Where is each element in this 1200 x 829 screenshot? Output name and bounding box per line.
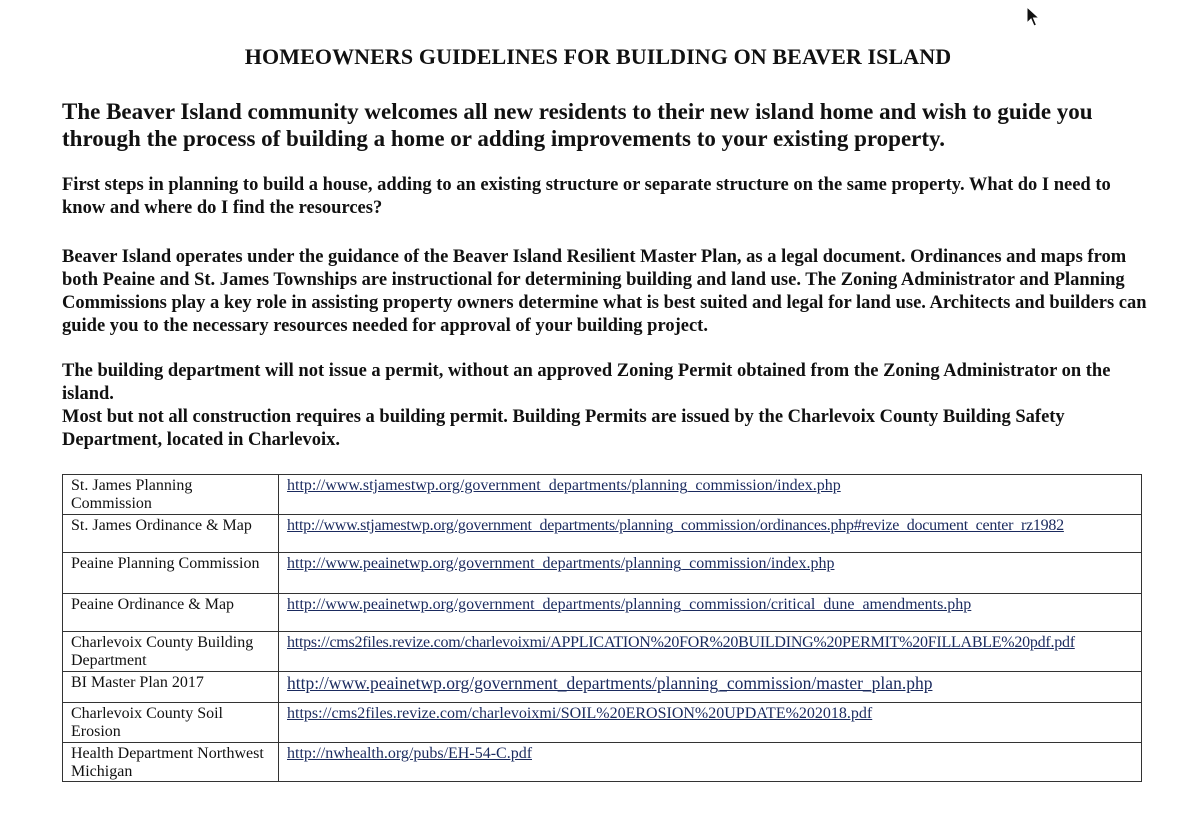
- resource-name: Charlevoix County Building Department: [63, 632, 279, 672]
- resource-link[interactable]: http://www.stjamestwp.org/government_departments/planning_commission/ordinances.php#revize_document_center_rz1982: [279, 515, 1142, 553]
- master-plan-paragraph: Beaver Island operates under the guidance of the Beaver Island Resilient Master Plan, as a legal document. Ordinances and maps from both Peaine and St. James Townships are instructional for determining building and land use. The Zoning Administrator and Planning Commissions play a key role in assisting property owners determine what is best suited and legal for land use. Architects and builders can guide you to the necessary resources needed for approval of your building project.: [62, 247, 1147, 336]
- table-row: [63, 553, 1142, 594]
- resources-table: [62, 474, 1142, 782]
- document-title: HOMEOWNERS GUIDELINES FOR BUILDING ON BEAVER ISLAND: [244, 44, 952, 69]
- table-row: [63, 632, 1142, 672]
- table-row: [63, 475, 1142, 515]
- building-permit-text: Most but not all construction requires a building permit. Building Permits are issued by the Charlevoix County Building Safety Department, located in Charlevoix.: [62, 407, 1065, 450]
- mouse-cursor-icon: [1026, 6, 1040, 28]
- resource-link[interactable]: http://www.stjamestwp.org/government_departments/planning_commission/index.php: [279, 475, 1142, 515]
- intro-paragraph: The Beaver Island community welcomes all new residents to their new island home and wish to guide you through the process of building a home or adding improvements to your existing property.: [62, 99, 1093, 151]
- resource-name: Peaine Ordinance & Map: [63, 594, 279, 632]
- zoning-permit-text: The building department will not issue a permit, without an approved Zoning Permit obtained from the Zoning Administrator on the island.: [62, 361, 1111, 404]
- table-row: [63, 515, 1142, 553]
- resource-name: Peaine Planning Commission: [63, 553, 279, 594]
- resource-link[interactable]: https://cms2files.revize.com/charlevoixmi/APPLICATION%20FOR%20BUILDING%20PERMIT%20FILLABLE%20pdf.pdf: [279, 632, 1142, 672]
- resource-name: BI Master Plan 2017: [63, 672, 279, 703]
- resource-name: St. James Planning Commission: [63, 475, 279, 515]
- resource-name: Health Department Northwest Michigan: [63, 743, 279, 782]
- resource-link[interactable]: http://www.peainetwp.org/government_departments/planning_commission/critical_dune_amendments.php: [279, 594, 1142, 632]
- resource-link[interactable]: http://www.peainetwp.org/government_departments/planning_commission/master_plan.php: [279, 672, 1142, 703]
- table-row: [63, 594, 1142, 632]
- resource-link[interactable]: http://nwhealth.org/pubs/EH-54-C.pdf: [279, 743, 1142, 782]
- resource-link[interactable]: https://cms2files.revize.com/charlevoixmi/SOIL%20EROSION%20UPDATE%202018.pdf: [279, 703, 1142, 743]
- table-row: [63, 703, 1142, 743]
- resource-name: Charlevoix County Soil Erosion: [63, 703, 279, 743]
- table-row: [63, 743, 1142, 782]
- permit-paragraph: [62, 360, 1152, 452]
- table-row: [63, 672, 1142, 703]
- resource-link[interactable]: http://www.peainetwp.org/government_departments/planning_commission/index.php: [279, 553, 1142, 594]
- first-steps-paragraph: First steps in planning to build a house, adding to an existing structure or separate structure on the same property. What do I need to know and where do I find the resources?: [62, 175, 1111, 218]
- resource-name: St. James Ordinance & Map: [63, 515, 279, 553]
